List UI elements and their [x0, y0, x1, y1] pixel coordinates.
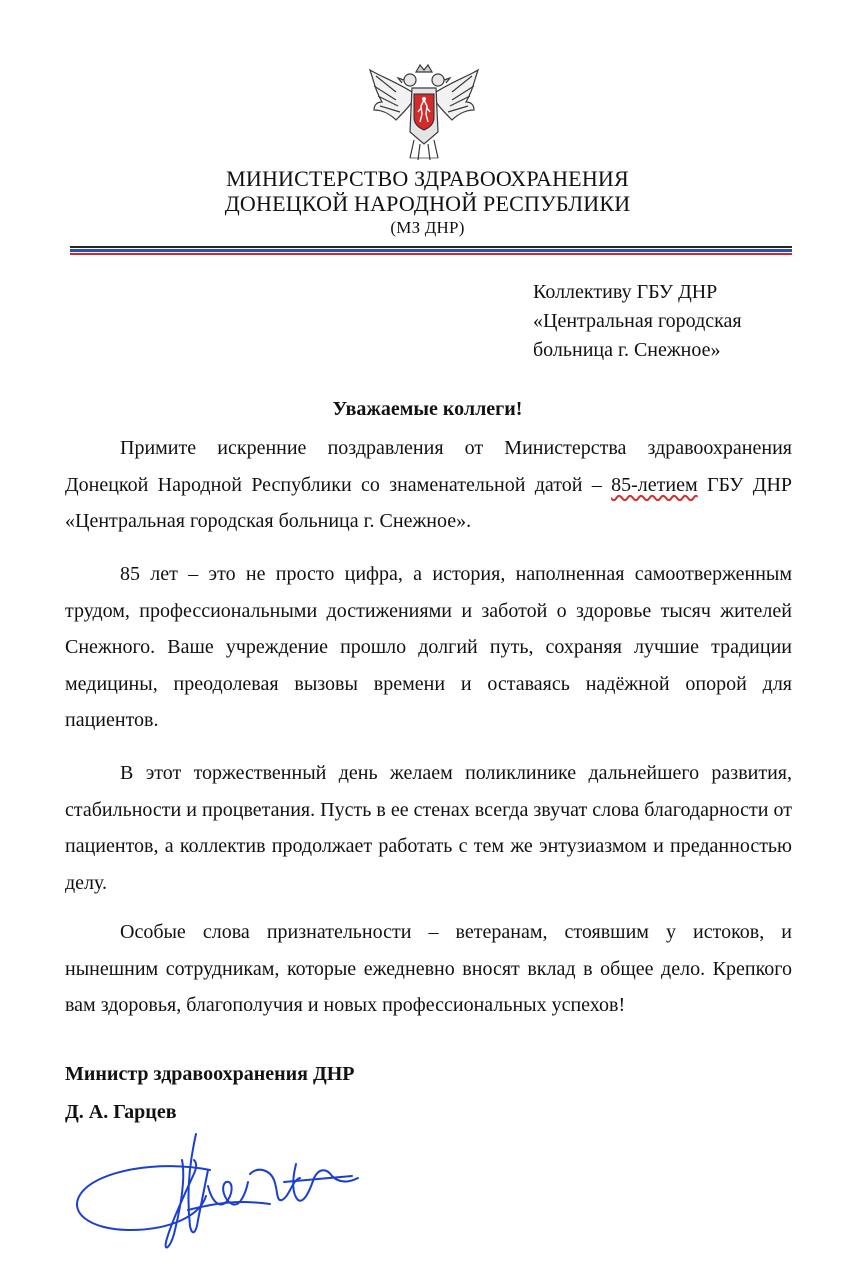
header-stripe-red — [70, 253, 792, 255]
addressee-line3: больница г. Снежное» — [533, 339, 721, 361]
greeting-heading: Уважаемые коллеги! — [332, 398, 523, 420]
handwritten-signature — [70, 1130, 360, 1260]
header-stripe-blue — [70, 249, 792, 252]
ministry-name-line2: ДОНЕЦКОЙ НАРОДНОЙ РЕСПУБЛИКИ — [224, 191, 631, 216]
dpr-coat-of-arms-icon — [366, 62, 482, 162]
anniversary-highlight: 85-летием — [611, 473, 698, 496]
paragraph-1-part-c: ГБУ ДНР «Центральная городская больница г. Снежное». — [65, 473, 793, 532]
signatory-name: Д. А. Гарцев — [65, 1101, 177, 1123]
paragraph-history: 85 лет – это не просто цифра, а история, наполненная самоотверженным трудом, профессиональными достижениями и заботой о здоровье тысяч жителей Снежного. Ваше учреждение прошло долгий путь, сохраняя лучшие традиции медицины, преодолевая вызовы времени и оставаясь надёжной опорой для пациентов. — [65, 563, 792, 731]
paragraph-1-part-a: Примите искренние поздравления от Министерства здравоохранения Донецкой Народной Республики со знаменательной датой – — [65, 437, 792, 496]
ministry-name-line1: МИНИСТЕРСТВО ЗДРАВООХРАНЕНИЯ — [226, 166, 629, 191]
paragraph-congratulations — [65, 430, 792, 540]
paragraph-gratitude: Особые слова признательности – ветеранам, стоявшим у истоков, и нынешним сотрудникам, которые ежедневно вносят вклад в общее дело. Крепкого вам здоровья, благополучия и новых профессиональных успехов! — [65, 921, 792, 1016]
paragraph-wishes: В этот торжественный день желаем поликлинике дальнейшего развития, стабильности и процветания. Пусть в ее стенах всегда звучат слова благодарности от пациентов, а коллектив продолжает работать с тем же энтузиазмом и преданностью делу. — [65, 762, 792, 894]
addressee-line2: «Центральная городская — [533, 310, 742, 332]
addressee-block — [533, 278, 833, 365]
header-stripe-black — [70, 246, 792, 248]
addressee-line1: Коллективу ГБУ ДНР — [533, 281, 718, 303]
ministry-abbreviation: (МЗ ДНР) — [390, 218, 465, 237]
signatory-title: Министр здравоохранения ДНР — [65, 1063, 355, 1085]
